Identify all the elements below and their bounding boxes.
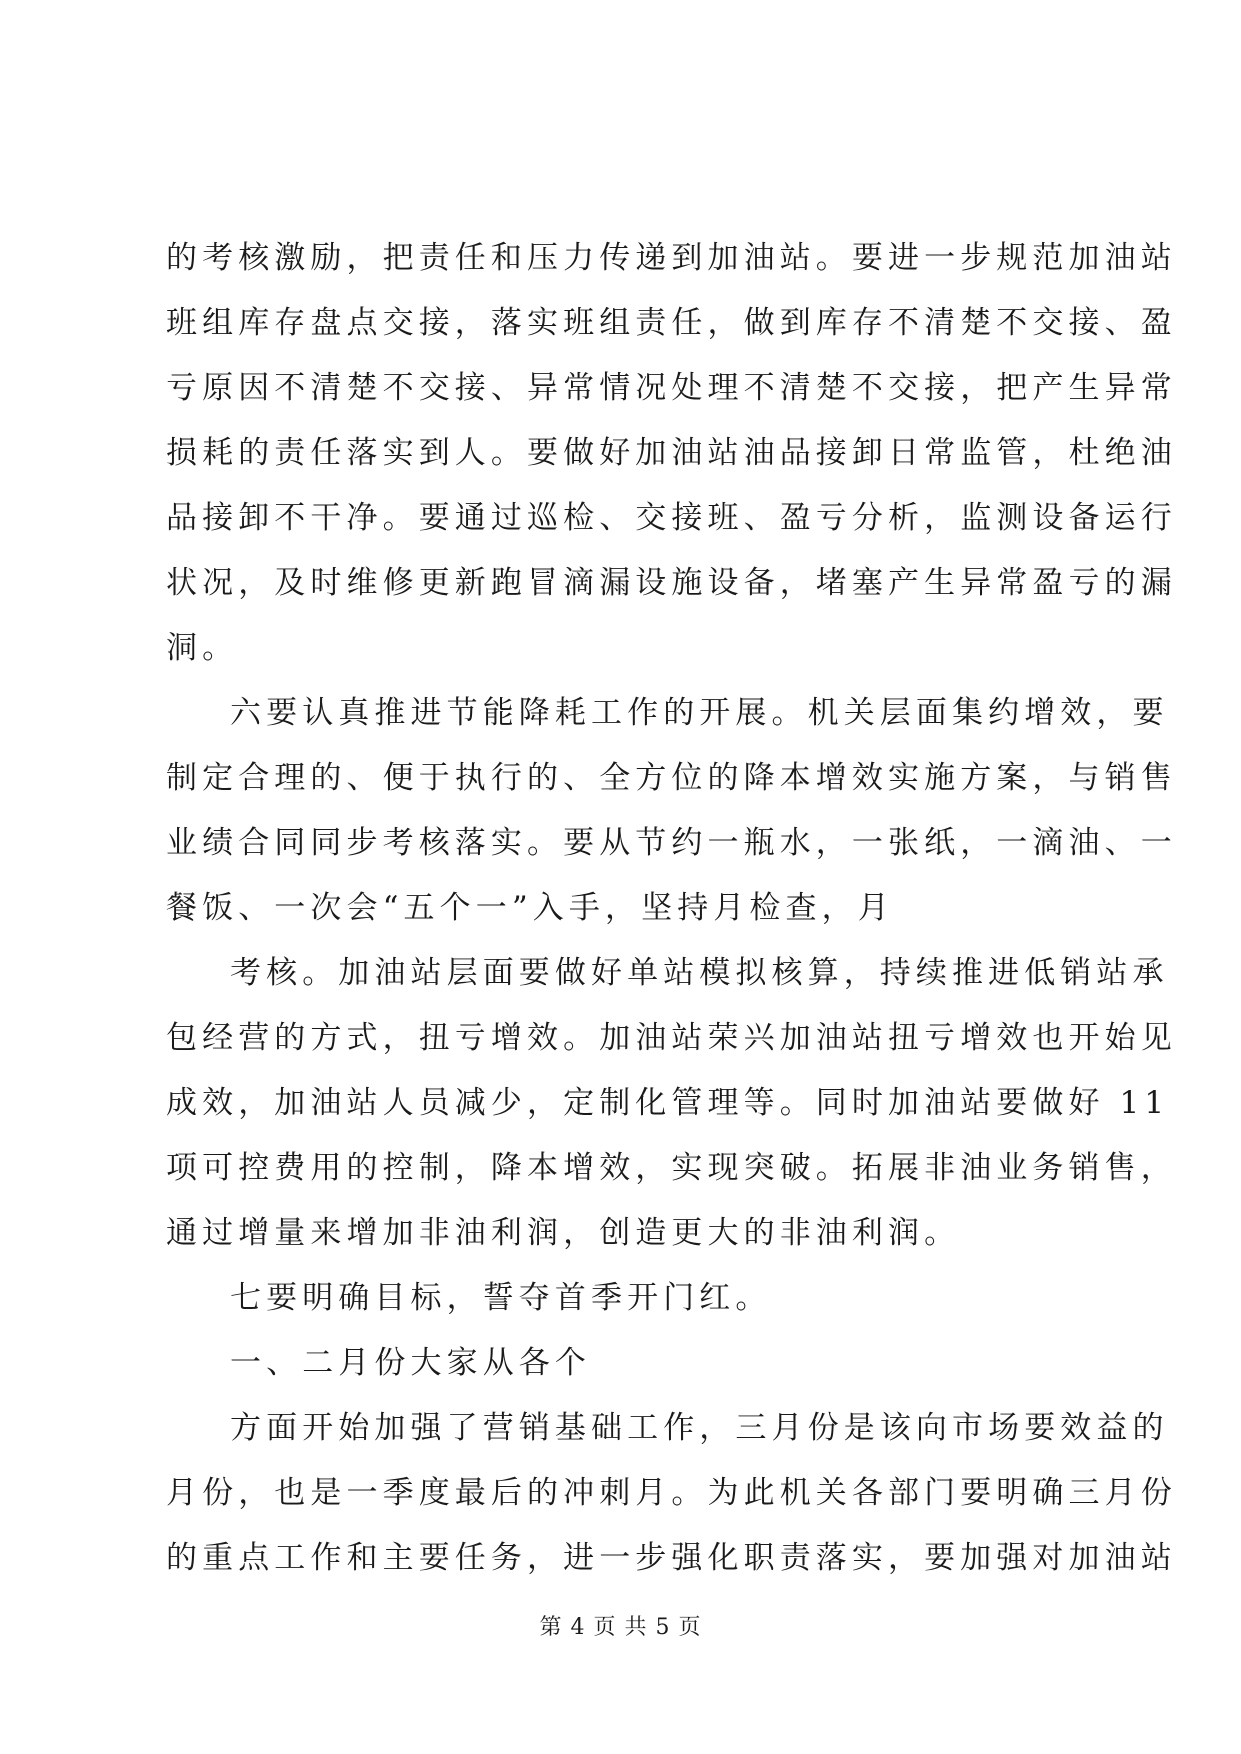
text-line: 包经营的方式，扭亏增效。加油站荣兴加油站扭亏增效也开始见 [166, 1020, 1177, 1056]
text-line: 通过增量来增加非油利润，创造更大的非油利润。 [166, 1215, 961, 1251]
paragraph-start-line: 一、二月份大家从各个 [230, 1345, 591, 1381]
paragraph-start-line: 六要认真推进节能降耗工作的开展。机关层面集约增效，要 [230, 695, 1169, 731]
paragraph-start-line: 考核。加油站层面要做好单站模拟核算，持续推进低销站承 [230, 955, 1169, 991]
paragraph-start-line: 七要明确目标，誓夺首季开门红。 [230, 1280, 772, 1316]
text-line: 损耗的责任落实到人。要做好加油站油品接卸日常监管，杜绝油 [166, 435, 1177, 471]
body-text [166, 226, 1177, 1591]
text-line: 洞。 [166, 630, 239, 666]
text-line: 业绩合同同步考核落实。要从节约一瓶水，一张纸，一滴油、一 [166, 825, 1177, 861]
text-line: 项可控费用的控制，降本增效，实现突破。拓展非油业务销售， [166, 1150, 1177, 1186]
text-line: 亏原因不清楚不交接、异常情况处理不清楚不交接，把产生异常 [166, 370, 1177, 406]
text-line: 状况，及时维修更新跑冒滴漏设施设备，堵塞产生异常盈亏的漏 [166, 565, 1177, 601]
text-line: 制定合理的、便于执行的、全方位的降本增效实施方案，与销售 [166, 760, 1177, 796]
text-line: 品接卸不干净。要通过巡检、交接班、盈亏分析，监测设备运行 [166, 500, 1177, 536]
text-line: 餐饭、一次会“五个一”入手，坚持月检查，月 [166, 890, 894, 926]
page-number-footer: 第 4 页 共 5 页 [539, 1615, 702, 1640]
text-line: 的考核激励，把责任和压力传递到加油站。要进一步规范加油站 [166, 240, 1177, 276]
text-line: 成效，加油站人员减少，定制化管理等。同时加油站要做好 11 [166, 1085, 1170, 1121]
text-line: 班组库存盘点交接，落实班组责任，做到库存不清楚不交接、盈 [166, 305, 1177, 341]
paragraph-start-line: 方面开始加强了营销基础工作，三月份是该向市场要效益的 [230, 1410, 1169, 1446]
text-line: 月份，也是一季度最后的冲刺月。为此机关各部门要明确三月份 [166, 1475, 1177, 1511]
text-line: 的重点工作和主要任务，进一步强化职责落实，要加强对加油站 [166, 1540, 1177, 1576]
